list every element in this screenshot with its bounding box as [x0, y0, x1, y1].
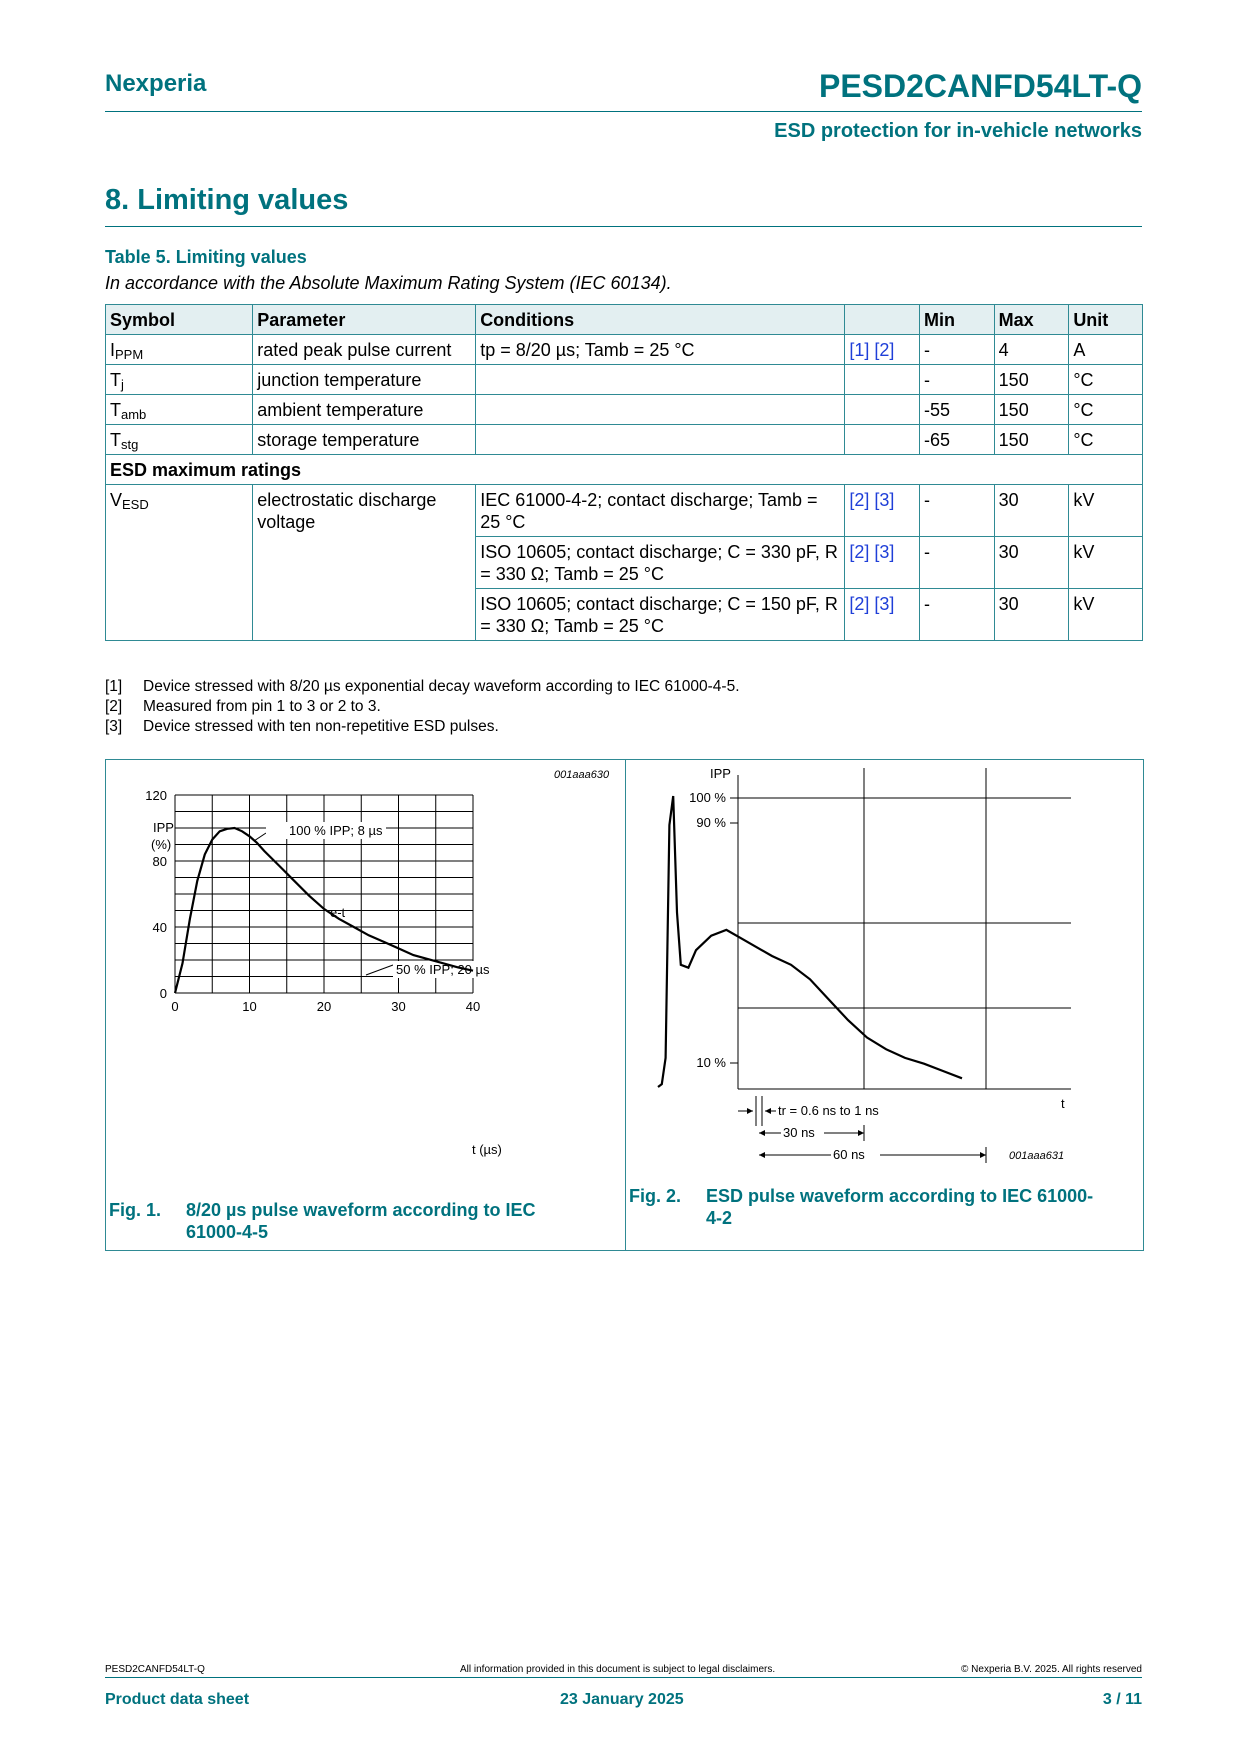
table-row	[106, 365, 1143, 395]
header-divider	[105, 111, 1142, 112]
figure1-half-leader	[366, 965, 393, 975]
dim-30ns-label: 30 ns	[783, 1125, 815, 1140]
rise-arrowhead-left	[747, 1108, 753, 1114]
table-note: In accordance with the Absolute Maximum Rating System (IEC 60134).	[105, 273, 672, 293]
max-cell: 4	[994, 335, 1069, 365]
figure2-curve	[658, 796, 962, 1087]
rise-arrowhead-right	[765, 1108, 771, 1114]
table-caption: Table 5. Limiting values	[105, 247, 307, 267]
rise-time-label: tr = 0.6 ns to 1 ns	[778, 1103, 879, 1118]
footnotes	[105, 677, 740, 737]
y-tick-label: 40	[152, 920, 167, 935]
conditions-cell	[476, 365, 845, 395]
figure1-id-code: 001aaa630	[554, 769, 610, 781]
min-cell: -	[920, 589, 995, 641]
refs-cell	[845, 365, 920, 395]
unit-cell: °C	[1069, 425, 1143, 455]
table-row	[106, 395, 1143, 425]
x-tick-label: 40	[465, 999, 481, 1014]
figure1-ticks	[145, 788, 480, 1014]
figure2-ylabel: IPP	[710, 766, 731, 781]
unit-cell: A	[1069, 335, 1143, 365]
figure1-chart	[106, 760, 624, 1180]
footer-disclaimer: All information provided in this document is subject to legal disclaimers.	[460, 1664, 776, 1675]
min-cell: -	[920, 485, 995, 537]
col-header-max: Max	[994, 305, 1069, 335]
conditions-cell	[476, 425, 845, 455]
refs-cell	[845, 425, 920, 455]
refs-cell	[845, 395, 920, 425]
unit-cell: kV	[1069, 537, 1143, 589]
dim-60ns-label: 60 ns	[833, 1147, 865, 1162]
esd-section-heading: ESD maximum ratings	[106, 455, 1143, 485]
footer-page-number: 3 / 11	[1102, 1691, 1142, 1708]
figure2-grid	[730, 768, 1071, 1089]
figure1-ylabel-unit: (%)	[151, 837, 172, 852]
y-tick-label: 120	[145, 788, 167, 803]
dim60-arrowhead-left	[759, 1152, 765, 1158]
parameter-cell: rated peak pulse current	[253, 335, 476, 365]
unit-cell: °C	[1069, 365, 1143, 395]
col-header-min: Min	[920, 305, 995, 335]
brand-name: Nexperia	[105, 70, 207, 97]
table-header-row	[106, 305, 1143, 335]
footer-divider	[105, 1677, 1142, 1678]
x-tick-label: 20	[316, 999, 332, 1014]
col-header-refs	[845, 305, 920, 335]
parameter-cell: electrostatic discharge voltage	[253, 485, 476, 641]
col-header-conditions: Conditions	[476, 305, 845, 335]
dim30-arrowhead-right	[858, 1130, 864, 1136]
conditions-cell: IEC 61000-4-2; contact discharge; Tamb = 25 °C	[476, 485, 845, 537]
max-cell: 150	[994, 365, 1069, 395]
conditions-cell: tp = 8/20 µs; Tamb = 25 °C	[476, 335, 845, 365]
col-header-unit: Unit	[1069, 305, 1143, 335]
part-number: PESD2CANFD54LT-Q	[818, 68, 1142, 104]
footer-date: 23 January 2025	[560, 1691, 684, 1708]
conditions-cell: ISO 10605; contact discharge; C = 330 pF, R = 330 Ω; Tamb = 25 °C	[476, 537, 845, 589]
symbol-cell: $T_j$	[106, 365, 253, 395]
min-cell: -	[920, 335, 995, 365]
symbol-cell: $T_{stg}$	[106, 425, 253, 455]
max-cell: 30	[994, 537, 1069, 589]
table-section-row	[106, 455, 1143, 485]
parameter-cell: storage temperature	[253, 425, 476, 455]
min-cell: -55	[920, 395, 995, 425]
max-cell: 150	[994, 395, 1069, 425]
min-cell: -	[920, 365, 995, 395]
min-cell: -65	[920, 425, 995, 455]
unit-cell: kV	[1069, 589, 1143, 641]
y-tick-label-100: 100 %	[689, 790, 726, 805]
document-subtitle: ESD protection for in-vehicle networks	[774, 120, 1142, 142]
symbol-cell: $V_{ESD}$	[106, 485, 253, 641]
figure1-ylabel: IPP	[153, 820, 174, 835]
figure1-peak-leader	[254, 833, 266, 841]
unit-cell: kV	[1069, 485, 1143, 537]
conditions-cell	[476, 395, 845, 425]
limiting-values-table	[105, 304, 1143, 641]
refs-cell[interactable]: [2] [3]	[845, 589, 920, 641]
conditions-cell: ISO 10605; contact discharge; C = 150 pF, R = 330 Ω; Tamb = 25 °C	[476, 589, 845, 641]
max-cell: 30	[994, 485, 1069, 537]
figure2-xlabel: t	[1061, 1096, 1065, 1111]
figure1-peak-annotation: 100 % IPP; 8 µs	[289, 823, 383, 838]
y-tick-label: 80	[152, 854, 167, 869]
parameter-cell: junction temperature	[253, 365, 476, 395]
section-divider	[105, 226, 1142, 227]
refs-cell[interactable]: [2] [3]	[845, 485, 920, 537]
footer-part-number: PESD2CANFD54LT-Q	[105, 1664, 205, 1675]
table-row	[106, 425, 1143, 455]
symbol-cell: $T_{amb}$	[106, 395, 253, 425]
figure1-decay-annotation: e-t	[330, 905, 346, 920]
footnote: [1] Device stressed with 8/20 µs exponential decay waveform according to IEC 61000-4-5.	[105, 678, 740, 695]
dim30-arrowhead-left	[759, 1130, 765, 1136]
refs-cell[interactable]: [1] [2]	[845, 335, 920, 365]
figure1-caption: Fig. 1. 8/20 µs pulse waveform according to IEC 61000-4-5	[109, 1200, 536, 1242]
x-tick-label: 30	[391, 999, 406, 1014]
footnote: [3] Device stressed with ten non-repetitive ESD pulses.	[105, 718, 499, 735]
refs-cell[interactable]: [2] [3]	[845, 537, 920, 589]
figure2-id-code: 001aaa631	[1009, 1150, 1065, 1162]
table-row	[106, 485, 1143, 537]
symbol-cell: $I_{PPM}$	[106, 335, 253, 365]
col-header-parameter: Parameter	[253, 305, 476, 335]
footnote: [2] Measured from pin 1 to 3 or 2 to 3.	[105, 698, 381, 715]
x-tick-label: 10	[242, 999, 257, 1014]
figure1-xlabel: t (µs)	[472, 1142, 502, 1157]
max-cell: 150	[994, 425, 1069, 455]
y-tick-label: 0	[159, 986, 167, 1001]
parameter-cell: ambient temperature	[253, 395, 476, 425]
figure1-half-annotation: 50 % IPP; 20 µs	[396, 962, 490, 977]
figure2-chart	[626, 760, 1142, 1180]
unit-cell: °C	[1069, 395, 1143, 425]
y-tick-label-90: 90 %	[696, 815, 726, 830]
section-title: 8. Limiting values	[105, 184, 349, 216]
footer-copyright: © Nexperia B.V. 2025. All rights reserved	[961, 1664, 1142, 1675]
min-cell: -	[920, 537, 995, 589]
col-header-symbol: Symbol	[106, 305, 253, 335]
dim60-arrowhead-right	[980, 1152, 986, 1158]
y-tick-label-10: 10 %	[696, 1055, 726, 1070]
table-row	[106, 335, 1143, 365]
footer-doc-type: Product data sheet	[105, 1691, 250, 1708]
max-cell: 30	[994, 589, 1069, 641]
figure2-caption: Fig. 2. ESD pulse waveform according to IEC 61000-4-2	[629, 1186, 1094, 1228]
x-tick-label: 0	[171, 999, 179, 1014]
